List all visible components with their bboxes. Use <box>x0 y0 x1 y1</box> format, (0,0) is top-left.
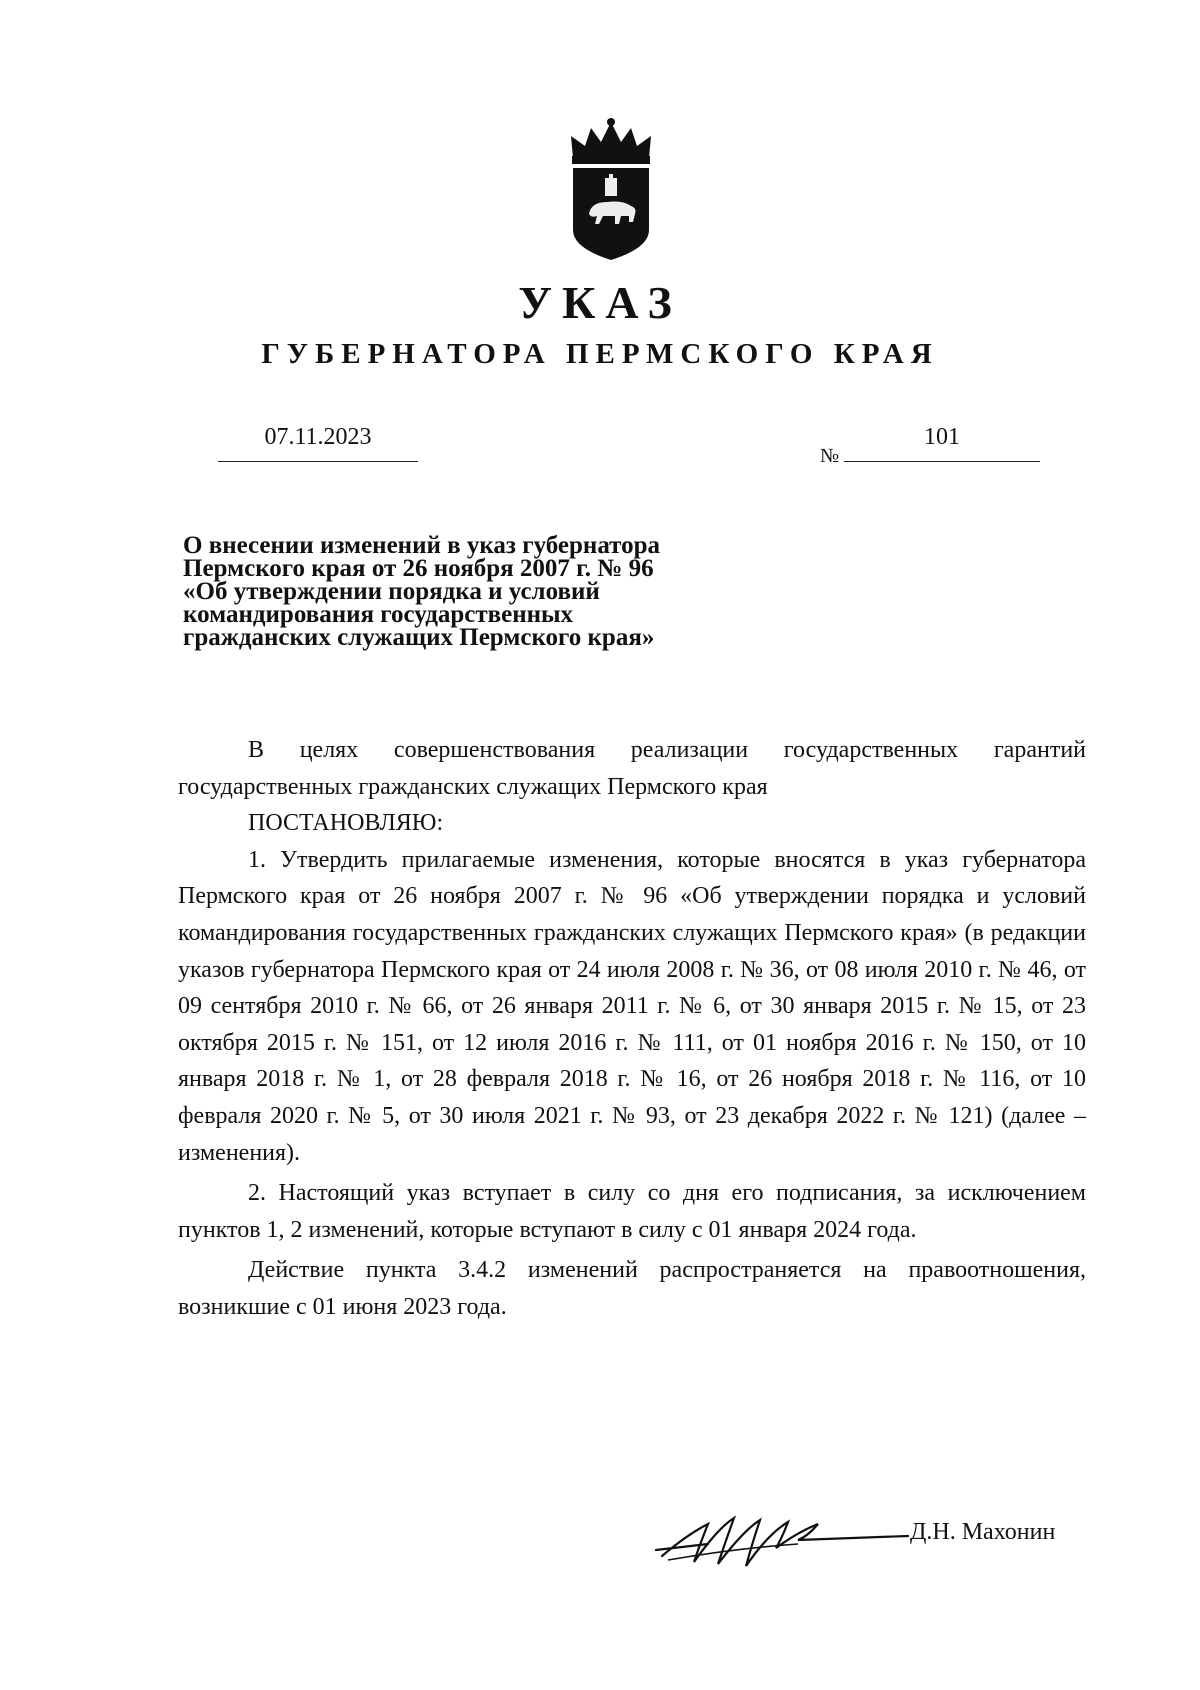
document-date: 07.11.2023 <box>264 424 372 450</box>
heading-line: Пермского края от 26 ноября 2007 г. № 96 <box>183 555 654 582</box>
document-subtitle: ГУБЕРНАТОРА ПЕРМСКОГО КРАЯ <box>261 338 939 370</box>
heading-line: командирования государственных <box>183 601 574 628</box>
heading-line: гражданских служащих Пермского края» <box>183 624 655 651</box>
decree-word: ПОСТАНОВЛЯЮ: <box>248 810 444 837</box>
intro-paragraph: В целях совершенствования реализации государственных гарантий государственных гражданских служащих Пермского края <box>178 737 1086 800</box>
item-1-paragraph: 1. Утвердить прилагаемые изменения, которые вносятся в указ губернатора Пермского края от 26 ноября 2007 г. № 96 «Об утверждении порядка и условий командирования государственных гражданских служащих Пермского края» (в редакции указов губернатора Пермского края от 24 июля 2008 г. № 36, от 08 июля 2010 г. № 46, от 09 сентября 2010 г. № 66, от 26 января 2011 г. № 6, от 30 января 2015 г. № 15, от 23 октября 2015 г. № 151, от 12 июля 2016 г. № 111, от 01 ноября 2016 г. № 150, от 10 января 2018 г. № 1, от 28 февраля 2018 г. № 16, от 26 ноября 2018 г. № 116, от 10 февраля 2020 г. № 5, от 30 июля 2021 г. № 93, от 23 декабря 2022 г. № 121) (далее – изменения). <box>178 846 1086 1166</box>
heading-line: «Об утверждении порядка и условий <box>183 578 600 605</box>
heading-line: О внесении изменений в указ губернатора <box>183 532 661 559</box>
coat-of-arms-icon <box>567 118 655 262</box>
document-heading <box>183 534 743 649</box>
date-underline <box>218 461 418 462</box>
number-underline <box>844 461 1040 462</box>
signer-name: Д.Н. Махонин <box>910 1519 1056 1545</box>
item-2-note-paragraph: Действие пункта 3.4.2 изменений распространяется на правоотношения, возникшие с 01 июня 2023 года. <box>178 1257 1086 1320</box>
document-body <box>178 732 1086 1326</box>
number-sign: № <box>820 445 840 467</box>
document-number: 101 <box>924 424 960 450</box>
document-title: УКАЗ <box>518 277 682 328</box>
item-2-paragraph: 2. Настоящий указ вступает в силу со дня его подписания, за исключением пунктов 1, 2 изменений, которые вступают в силу с 01 января 2024 года. <box>178 1180 1086 1243</box>
signature-image <box>648 1504 918 1574</box>
